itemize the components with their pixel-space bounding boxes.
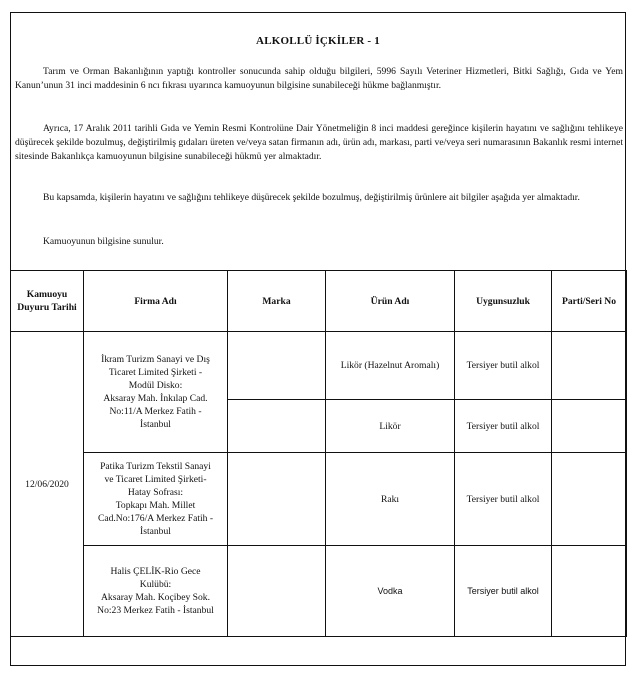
document-page	[10, 12, 626, 666]
firm-line: ve Ticaret Limited Şirketi-	[104, 474, 207, 485]
product-cell: Vodka	[326, 546, 455, 637]
nonconformity-cell: Tersiyer butil alkol	[455, 332, 552, 400]
header-product: Ürün Adı	[326, 271, 455, 332]
batch-cell	[552, 400, 627, 453]
header-firm: Firma Adı	[84, 271, 228, 332]
firm-line: Hatay Sofrası:	[127, 487, 184, 498]
firm-line: Kulübü:	[139, 579, 172, 590]
firm-line: No:11/A Merkez Fatih -	[109, 406, 202, 417]
firm-line: İstanbul	[140, 526, 171, 537]
header-nonconformity: Uygunsuzluk	[455, 271, 552, 332]
firm-cell	[84, 453, 228, 546]
table-row	[11, 332, 627, 400]
firm-line: Aksaray Mah. Koçibey Sok.	[101, 592, 210, 603]
nonconformity-cell: Tersiyer butil alkol	[455, 453, 552, 546]
firm-line: İstanbul	[140, 419, 171, 430]
table-row	[11, 546, 627, 637]
firm-line: Topkapı Mah. Millet	[115, 500, 196, 511]
header-brand: Marka	[228, 271, 326, 332]
nonconformity-cell: Tersiyer butil alkol	[455, 546, 552, 637]
brand-cell	[228, 400, 326, 453]
announcement-date: 12/06/2020	[11, 332, 84, 637]
firm-line: Halis ÇELİK-Rio Gece	[110, 566, 201, 577]
paragraph-legal-basis: Tarım ve Orman Bakanlığının yaptığı kontroller sonucunda sahip olduğu bilgileri, 5996 Sayılı Veteriner Hizmetleri, Bitki Sağlığı, Gıda ve Yem Kanun’unun 31 inci maddesinin 6 ncı fıkrası uyarınca kamuoyunun bilgisine sunabileceği hükme bağlanmıştır.	[15, 66, 623, 91]
firm-line: No:23 Merkez Fatih - İstanbul	[97, 605, 214, 616]
batch-cell	[552, 546, 627, 637]
product-cell: Likör	[326, 400, 455, 453]
table-row	[11, 453, 627, 546]
document-title: ALKOLLÜ İÇKİLER - 1	[256, 35, 380, 47]
firm-line: Aksaray Mah. İnkılap Cad.	[103, 393, 208, 404]
paragraph-notice: Kamuoyunun bilgisine sunulur.	[43, 236, 164, 247]
brand-cell	[228, 453, 326, 546]
nonconformity-cell: Tersiyer butil alkol	[455, 400, 552, 453]
firm-cell	[84, 546, 228, 637]
products-table	[10, 270, 627, 637]
header-date: Kamuoyu Duyuru Tarihi	[11, 271, 84, 332]
batch-cell	[552, 332, 627, 400]
paragraph-regulation: Ayrıca, 17 Aralık 2011 tarihli Gıda ve Yemin Resmi Kontrolüne Dair Yönetmeliğin 8 inci maddesi gereğince kişilerin hayatını ve sağlığını tehlikeye düşürecek şekilde bozulmuş, değiştirilmiş gıdaları üreten ve/veya satan firmanın adı, ürün adı, markası, parti ve/veya seri numarasının Bakanlık resmi internet sitesinde Bakanlıkça kamuoyunun bilgisine sunabileceği hükmü yer almaktadır.	[15, 123, 623, 162]
brand-cell	[228, 546, 326, 637]
table-header-row	[11, 271, 627, 332]
batch-cell	[552, 453, 627, 546]
brand-cell	[228, 332, 326, 400]
header-batch: Parti/Seri No	[552, 271, 627, 332]
firm-line: Cad.No:176/A Merkez Fatih -	[97, 513, 214, 524]
firm-line: Modül Disko:	[128, 380, 183, 391]
product-cell: Rakı	[326, 453, 455, 546]
firm-line: Patika Turizm Tekstil Sanayi	[100, 461, 211, 472]
paragraph-scope: Bu kapsamda, kişilerin hayatını ve sağlığını tehlikeye düşürecek şekilde bozulmuş, değiştirilmiş ürünlere ait bilgiler aşağıda yer almaktadır.	[43, 192, 580, 203]
firm-cell	[84, 332, 228, 453]
firm-line: İkram Turizm Sanayi ve Dış	[101, 354, 210, 365]
firm-line: Ticaret Limited Şirketi -	[108, 367, 203, 378]
product-cell: Likör (Hazelnut Aromalı)	[326, 332, 455, 400]
